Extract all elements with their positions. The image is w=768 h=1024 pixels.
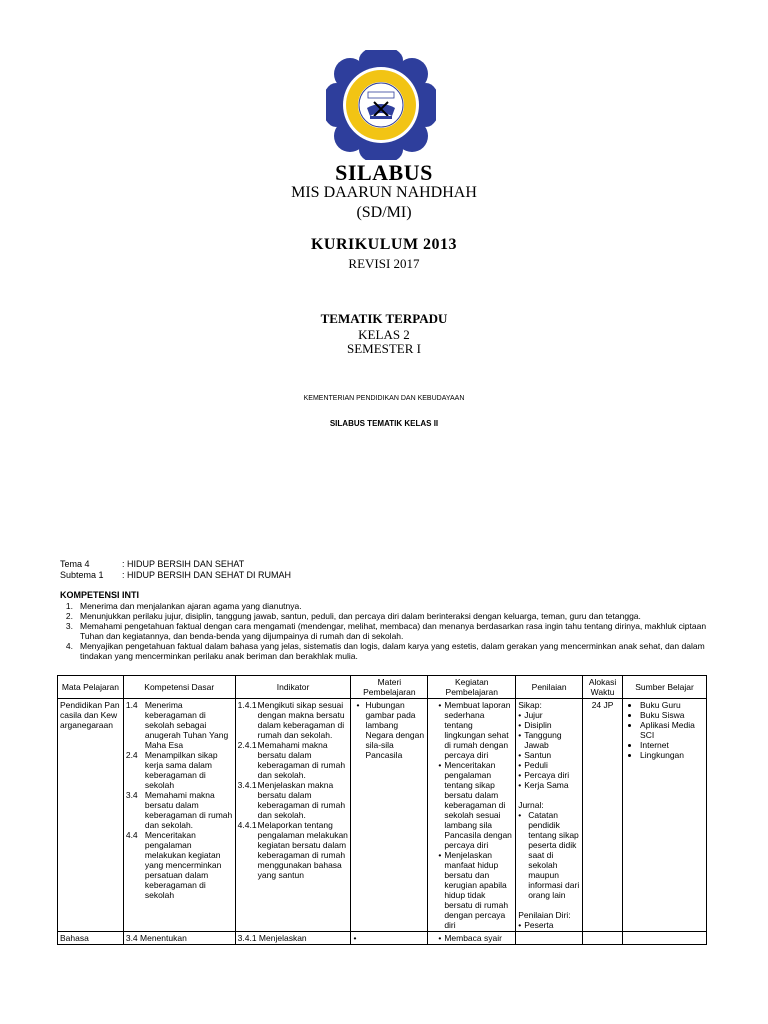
kegiatan-item: • Menceritakan pengalaman tentang sikap bersatu dalam keberagaman di sekolah sesuai lambang sila Pancasila dengan percaya diri	[438, 760, 513, 850]
ministry-label: KEMENTERIAN PENDIDIKAN DAN KEBUDAYAAN	[303, 395, 465, 402]
col-header-mapel: Mata Pelajaran	[58, 676, 124, 699]
cell-sumber	[623, 699, 707, 932]
thematic-title: TEMATIK TERPADU	[320, 311, 448, 326]
curriculum-title: KURIKULUM 2013	[310, 236, 458, 253]
sikap-item: • Peduli	[518, 760, 580, 770]
penilaian-jurnal-label: Jurnal:	[518, 800, 544, 810]
cell-indikator: 3.4.1 Menjelaskan	[235, 932, 351, 945]
kompetensi-inti-title: KOMPETENSI INTI	[60, 590, 140, 600]
ki-item: 1. Menerima dan menjalankan ajaran agama yang dianutnya.	[65, 601, 302, 611]
kd-item: 4.4 Menceritakan pengalaman melakukan kegiatan yang mencerminkan persatuan dalam keberagaman di sekolah	[125, 830, 222, 900]
cell-kegiatan	[428, 699, 516, 932]
sumber-item: • Internet	[640, 740, 704, 750]
tema-label: Tema 4	[60, 559, 90, 569]
cell-mapel: Pendidikan Pancasila dan Kewarganegaraan	[58, 699, 124, 932]
school-logo-emblem	[326, 50, 436, 160]
indikator-item: 2.4.1 Memahami makna bersatu dalam keberagaman di rumah dan sekolah.	[237, 740, 346, 780]
ki-item: 4. Menyajikan pengetahuan faktual dalam bahasa yang jelas, sistematis dan logis, dalam karya yang estetis, dalam gerakan yang mencerminkan anak sehat, dan dalam tindakan yang mencerminkan perilaku anak beriman dan berakhlak mulia.	[65, 641, 705, 661]
penilaian-sikap-label: Sikap:	[518, 700, 542, 710]
table-row	[58, 932, 707, 945]
tema-value: : HIDUP BERSIH DAN SEHAT	[122, 559, 245, 569]
school-name: MIS DAARUN NAHDHAH	[291, 184, 477, 201]
subtema-line	[60, 570, 291, 580]
penilaian-diri-label: Penilaian Diri:	[518, 910, 571, 920]
ki-item: 2. Menunjukkan perilaku jujur, disiplin, tanggung jawab, santun, peduli, dan percaya diri dalam berinteraksi dengan keluarga, teman, guru dan tetangga.	[65, 611, 641, 621]
sikap-item: • Disiplin	[518, 720, 580, 730]
kegiatan-item: • Membaca syair	[438, 933, 513, 943]
cell-kegiatan	[428, 932, 516, 945]
col-header-kd: Kompetensi Dasar	[123, 676, 235, 699]
cell-kd: 3.4 Menentukan	[123, 932, 235, 945]
col-header-penilaian: Penilaian	[516, 676, 583, 699]
diri-item: • Peserta	[518, 920, 580, 930]
col-header-indikator: Indikator	[235, 676, 351, 699]
semester-label: SEMESTER I	[346, 341, 422, 356]
cell-mapel: Bahasa	[58, 932, 124, 945]
cell-alokasi	[583, 932, 623, 945]
kegiatan-item: • Menjelaskan manfaat hidup bersatu dan kerugian apabila hidup tidak bersatu di rumah dengan percaya diri	[438, 850, 513, 930]
sumber-item: • Lingkungan	[640, 750, 704, 760]
sikap-list	[518, 710, 580, 790]
col-header-alokasi: Alokasi Waktu	[583, 676, 623, 699]
kd-item: 3.4 Memahami makna bersatu dalam keberagaman di rumah dan sekolah.	[125, 790, 233, 830]
sikap-item: • Tanggung Jawab	[518, 730, 580, 750]
sikap-item: • Santun	[518, 750, 580, 760]
kompetensi-inti-list	[60, 601, 710, 661]
kegiatan-item: • Membuat laporan sederhana tentang lingkungan sehat di rumah dengan percaya diri	[438, 700, 513, 760]
materi-item: • Hubungan gambar pada lambang Negara dengan sila-sila Pancasila	[353, 700, 425, 760]
cell-indikator	[235, 699, 351, 932]
sikap-item: • Percaya diri	[518, 770, 580, 780]
syllabus-table	[57, 675, 707, 945]
cell-materi	[351, 699, 428, 932]
indikator-item: 1.4.1 Mengikuti sikap sesuai dengan makna bersatu dalam keberagaman di rumah dan sekolah.	[237, 700, 345, 740]
col-header-materi: Materi Pembelajaran	[351, 676, 428, 699]
ki-item: 3. Memahami pengetahuan faktual dengan cara mengamati (mendengar, melihat, membaca) dan menanya berdasarkan rasa ingin tahu tentang dirinya, makhluk ciptaan Tuhan dan kegiatannya, dan benda-benda yang dijumpainya di rumah dan di sekolah.	[65, 621, 707, 641]
sumber-item: • Buku Siswa	[640, 710, 704, 720]
jurnal-item: • Catatan pendidik tentang sikap peserta didik saat di sekolah maupun informasi dari orang lain	[518, 810, 580, 900]
kd-item: 2.4 Menampilkan sikap kerja sama dalam keberagaman di sekolah	[125, 750, 218, 790]
diri-list	[518, 920, 580, 930]
col-header-sumber: Sumber Belajar	[623, 676, 707, 699]
sumber-item: • Buku Guru	[640, 700, 704, 710]
kegiatan-list	[430, 933, 513, 943]
school-level: (SD/MI)	[356, 204, 412, 221]
table-header-row	[58, 676, 707, 699]
cell-materi: •	[351, 932, 428, 945]
indikator-item: 4.4.1 Melaporkan tentang pengalaman melakukan kegiatan bersatu dalam keberagaman di rumah menggunakan bahasa yang santun	[237, 820, 348, 880]
syllabus-subtitle: SILABUS TEMATIK KELAS II	[329, 419, 439, 428]
cell-penilaian	[516, 932, 583, 945]
sikap-item: • Kerja Sama	[518, 780, 580, 790]
sumber-item: • Aplikasi Media SCI	[640, 720, 704, 740]
sikap-item: • Jujur	[518, 710, 580, 720]
kd-item: 1.4 Menerima keberagaman di sekolah sebagai anugerah Tuhan Yang Maha Esa	[125, 700, 229, 750]
kegiatan-list	[430, 700, 513, 930]
sumber-list	[625, 700, 704, 760]
document-title: SILABUS	[335, 160, 433, 185]
cell-kd	[123, 699, 235, 932]
jurnal-list	[518, 810, 580, 900]
cell-penilaian	[516, 699, 583, 932]
school-logo	[326, 50, 436, 160]
subtema-label: Subtema 1	[60, 570, 104, 580]
class-label: KELAS 2	[358, 327, 410, 342]
tema-line	[60, 559, 244, 569]
table-row	[58, 699, 707, 932]
revision-label: REVISI 2017	[348, 256, 420, 271]
subtema-value: : HIDUP BERSIH DAN SEHAT DI RUMAH	[122, 570, 292, 580]
col-header-kegiatan: Kegiatan Pembelajaran	[428, 676, 516, 699]
cell-sumber	[623, 932, 707, 945]
cell-alokasi: 24 JP	[583, 699, 623, 932]
indikator-item: 3.4.1 Menjelaskan makna bersatu dalam keberagaman di rumah dan sekolah.	[237, 780, 346, 820]
